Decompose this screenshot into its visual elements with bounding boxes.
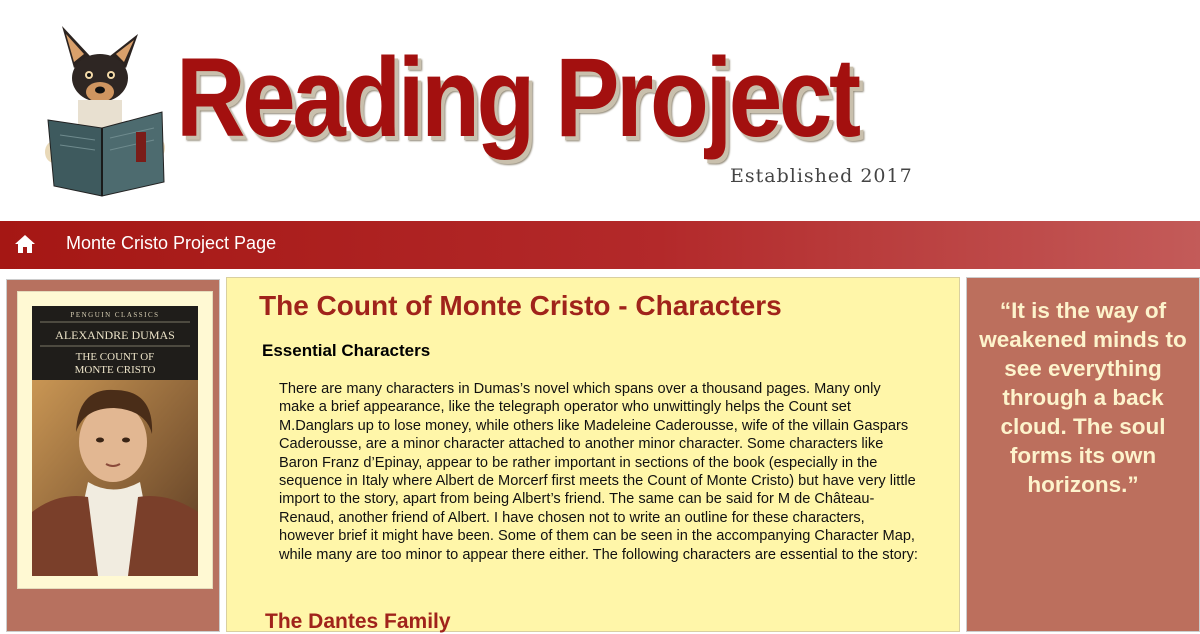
- cover-title-line1: THE COUNT OF: [75, 351, 155, 363]
- cover-title-line2: MONTE CRISTO: [74, 364, 156, 376]
- dog-reading-book-icon[interactable]: [40, 20, 175, 198]
- book-cover-image: [17, 291, 213, 589]
- site-header: [0, 0, 1200, 220]
- intro-paragraph: There are many characters in Dumas’s novel which spans over a thousand pages. Many only make a brief appearance, like the telegraph operator who unwittingly helps the Count set M.Danglars up to lose money, while others like Madeleine Caderousse, wife of the villain Gaspars Caderousse, are a minor character attached to another minor character. Some characters like Baron Franz d’Epinay, appear to be rather important in sections of the book (especially in the sequence in Italy where Albert de Morcerf first meets the Count of Monte Cristo) but have very little import to the story, apart from being Albert’s friend. The same can be said for M de Château-Renaud, another friend of Albert. I have chosen not to write an outline for these characters, however brief it might have been. Some of them can be seen in the accompanying Character Map, while many are too minor to appear there either. The following characters are essential to the story:: [279, 381, 918, 563]
- home-icon[interactable]: [14, 234, 36, 254]
- cover-publisher: PENGUIN CLASSICS: [70, 311, 160, 319]
- right-sidebar: [966, 277, 1200, 632]
- cover-author: ALEXANDRE DUMAS: [55, 328, 175, 342]
- left-sidebar: [6, 279, 220, 632]
- featured-quote: “It is the way of weakened minds to see everything through a back cloud. The soul forms its own horizons.”: [979, 298, 1187, 497]
- sub-heading-dantes-family: The Dantes Family: [265, 610, 451, 633]
- nav-divider: [0, 269, 1200, 277]
- page-title: The Count of Monte Cristo - Characters: [259, 290, 782, 321]
- section-heading-essential: Essential Characters: [262, 341, 431, 360]
- site-title[interactable]: Reading Project: [176, 35, 858, 160]
- main-content: [226, 277, 960, 632]
- nav-item-monte-cristo[interactable]: Monte Cristo Project Page: [66, 233, 277, 253]
- established-tagline: Established 2017: [730, 165, 913, 187]
- book-cover-art: [18, 292, 212, 588]
